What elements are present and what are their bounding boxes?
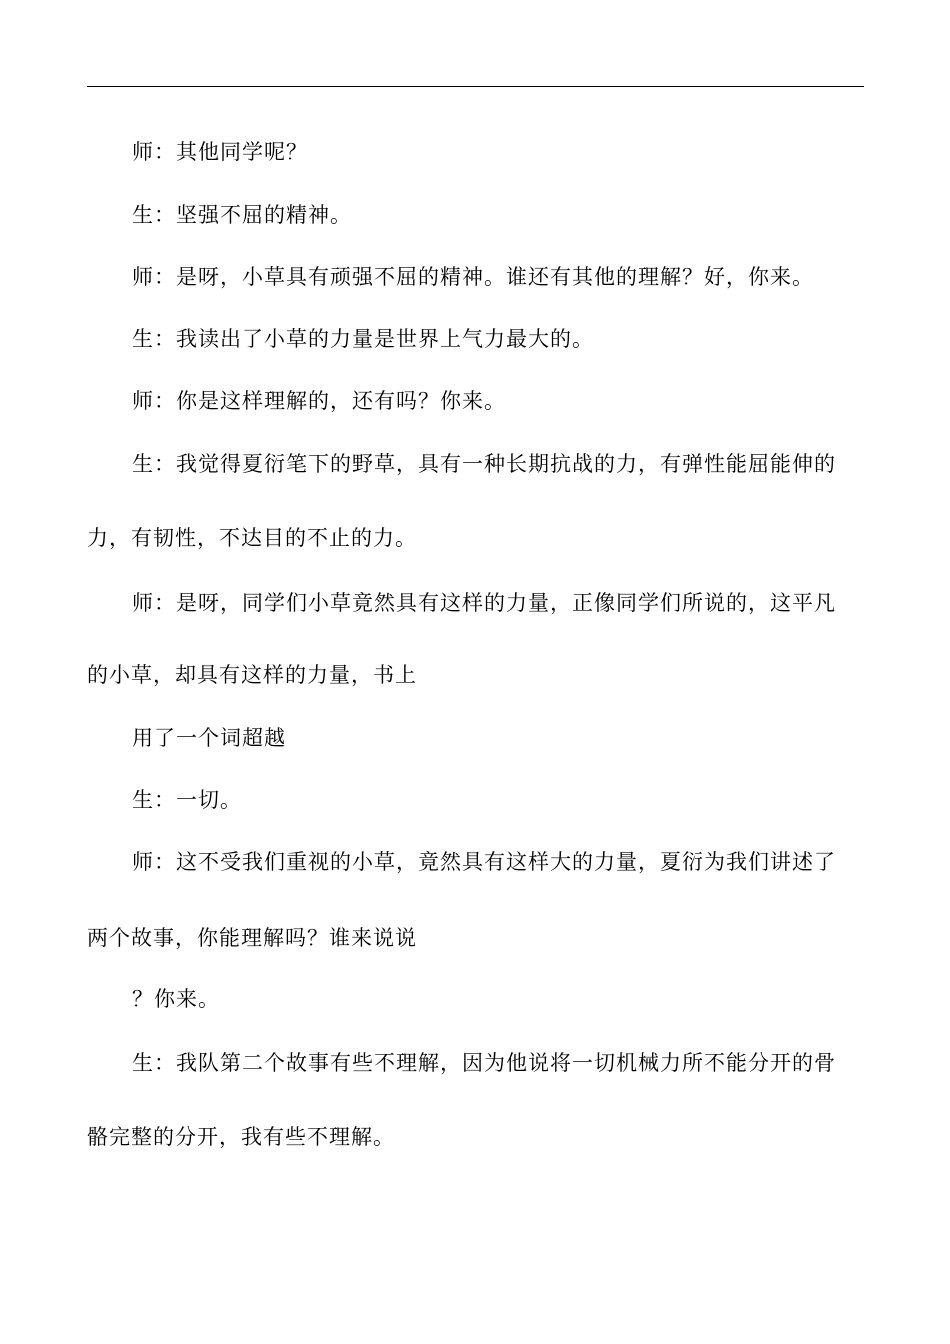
paragraph-line: 师：你是这样理解的，还有吗？你来。 xyxy=(132,389,506,413)
paragraph-line: 用了一个词超越 xyxy=(132,726,286,750)
paragraph-line: 的小草，却具有这样的力量，书上 xyxy=(87,663,417,687)
paragraph-line: 师：这不受我们重视的小草，竟然具有这样大的力量，夏衍为我们讲述了 xyxy=(132,850,836,874)
paragraph-line: 两个故事，你能理解吗？谁来说说 xyxy=(87,926,417,950)
paragraph-line: 师：是呀，小草具有顽强不屈的精神。谁还有其他的理解？好，你来。 xyxy=(132,265,814,289)
paragraph-line: 生：我读出了小草的力量是世界上气力最大的。 xyxy=(132,327,594,351)
paragraph-line: 生：我觉得夏衍笔下的野草，具有一种长期抗战的力，有弹性能屈能伸的 xyxy=(132,452,836,476)
paragraph-line: 师：其他同学呢？ xyxy=(132,140,308,164)
paragraph-line: 师：是呀，同学们小草竟然具有这样的力量，正像同学们所说的，这平凡 xyxy=(132,591,836,615)
paragraph-line: 骼完整的分开，我有些不理解。 xyxy=(87,1125,395,1149)
paragraph-line: 生：一切。 xyxy=(132,788,242,812)
paragraph-line: 力，有韧性，不达目的不止的力。 xyxy=(87,526,417,550)
paragraph-line: 生：坚强不屈的精神。 xyxy=(132,203,352,227)
header-rule xyxy=(87,86,864,87)
paragraph-line: ？你来。 xyxy=(132,987,220,1011)
paragraph-line: 生：我队第二个故事有些不理解，因为他说将一切机械力所不能分开的骨 xyxy=(132,1051,836,1075)
